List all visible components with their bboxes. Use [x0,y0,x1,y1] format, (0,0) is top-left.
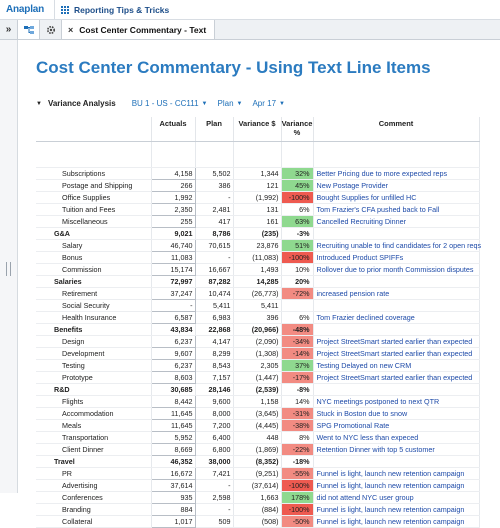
plan-cell: 9,600 [195,395,233,407]
actuals-cell[interactable]: 8,603 [151,371,195,383]
plan-cell: 70,615 [195,239,233,251]
plan-cell: 7,421 [195,467,233,479]
chevron-down-icon: ▼ [236,100,243,107]
plan-cell: 6,400 [195,431,233,443]
column-header-label [36,117,151,141]
column-header-comment[interactable]: Comment [313,117,479,141]
table-row [36,203,479,215]
row-label: Advertising [36,479,151,491]
collapse-triangle-icon[interactable]: ▼ [36,100,42,107]
row-label: Collateral [36,515,151,527]
plan-cell: 6,983 [195,311,233,323]
cost-center-dropdown[interactable] [132,99,208,108]
comment-cell[interactable]: Cancelled Recruiting Dinner [313,215,479,227]
row-label: Health Insurance [36,311,151,323]
row-label: Social Security [36,299,151,311]
actuals-cell[interactable]: 935 [151,491,195,503]
row-label: Travel [36,455,151,467]
variance-dollar-cell: (3,645) [233,407,281,419]
row-label: Conferences [36,491,151,503]
row-label: Flights [36,395,151,407]
actuals-cell[interactable]: 16,672 [151,467,195,479]
comment-cell[interactable]: New Postage Provider [313,179,479,191]
table-row [36,167,479,179]
table-row [36,419,479,431]
variance-dollar-cell: (11,083) [233,251,281,263]
comment-cell[interactable] [313,383,479,395]
plan-cell: 87,282 [195,275,233,287]
row-label: Salaries [36,275,151,287]
comment-cell[interactable]: did not attend NYC user group [313,491,479,503]
column-header-variance-pct[interactable]: Variance % [281,117,313,141]
actuals-cell[interactable]: 8,442 [151,395,195,407]
variance-pct-cell: -100% [281,479,313,491]
variance-pct-cell: -31% [281,407,313,419]
comment-cell[interactable] [313,299,479,311]
variance-pct-cell: -50% [281,515,313,527]
variance-dollar-cell: (2,539) [233,383,281,395]
table-row [36,263,479,275]
table-row [36,359,479,371]
actuals-cell[interactable]: 5,952 [151,431,195,443]
variance-dollar-cell: 1,493 [233,263,281,275]
plan-cell: 7,157 [195,371,233,383]
row-label: PR [36,467,151,479]
variance-dollar-cell: (26,773) [233,287,281,299]
row-label: Salary [36,239,151,251]
table-row [36,335,479,347]
variance-pct-cell: 37% [281,359,313,371]
comment-cell[interactable]: Funnel is light, launch new retention campaign [313,503,479,515]
actuals-cell[interactable]: 6,587 [151,311,195,323]
actuals-cell[interactable]: 30,685 [151,383,195,395]
chevron-down-icon: ▼ [201,100,208,107]
plan-cell: - [195,251,233,263]
variance-dollar-cell: (9,251) [233,467,281,479]
module-name: Variance Analysis [47,99,116,108]
actuals-cell[interactable]: 9,607 [151,347,195,359]
row-label: Subscriptions [36,167,151,179]
plan-cell: - [195,191,233,203]
comment-cell[interactable]: Rollover due to prior month Commission disputes [313,263,479,275]
variance-pct-cell: -38% [281,419,313,431]
row-label: Testing [36,359,151,371]
row-label: R&D [36,383,151,395]
table-row [36,491,479,503]
variance-dollar-cell: (1,447) [233,371,281,383]
variance-dollar-cell: 121 [233,179,281,191]
row-label: Retirement [36,287,151,299]
comment-cell[interactable]: Retention Dinner with top 5 customer [313,443,479,455]
variance-pct-cell: -55% [281,467,313,479]
plan-cell: 8,299 [195,347,233,359]
column-header-plan[interactable]: Plan [195,117,233,141]
plan-cell: 8,543 [195,359,233,371]
table-row [36,443,479,455]
variance-dollar-cell: (1,308) [233,347,281,359]
comment-cell[interactable]: Tom Frazier declined coverage [313,311,479,323]
plan-cell: 5,502 [195,167,233,179]
actuals-cell[interactable]: 4,158 [151,167,195,179]
actuals-cell[interactable]: 9,021 [151,227,195,239]
grid-header-row [36,117,479,141]
left-panel-gutter [0,40,18,493]
table-row [36,395,479,407]
row-label: Bonus [36,251,151,263]
variance-dollar-cell: (1,869) [233,443,281,455]
table-row [36,467,479,479]
variance-dollar-cell: (508) [233,515,281,527]
tab-cost-center-commentary[interactable] [62,20,215,39]
variance-pct-cell: -72% [281,287,313,299]
plan-cell: 7,200 [195,419,233,431]
settings-button[interactable] [40,20,62,39]
comment-cell[interactable] [313,455,479,467]
actuals-cell[interactable]: 72,997 [151,275,195,287]
version-dropdown[interactable] [218,99,243,108]
plan-cell: 417 [195,215,233,227]
variance-pct-cell: 20% [281,275,313,287]
app-title[interactable]: Reporting Tips & Tricks [74,4,170,15]
variance-pct-cell: -100% [281,503,313,515]
plan-cell: 509 [195,515,233,527]
actuals-cell[interactable]: 266 [151,179,195,191]
row-label: Tuition and Fees [36,203,151,215]
variance-pct-cell: -18% [281,455,313,467]
row-label: Accommodation [36,407,151,419]
actuals-cell[interactable]: 6,237 [151,335,195,347]
comment-cell[interactable]: Funnel is light, launch new retention campaign [313,479,479,491]
actuals-cell[interactable]: 1,017 [151,515,195,527]
plan-cell: 386 [195,179,233,191]
plan-cell: 5,411 [195,299,233,311]
column-header-variance-dollar[interactable]: Variance $ [233,117,281,141]
variance-dollar-cell: 131 [233,203,281,215]
comment-cell[interactable]: Introduced Product SPIFFs [313,251,479,263]
dashboard-content [19,40,500,526]
actuals-cell[interactable]: 37,247 [151,287,195,299]
variance-dollar-cell: 161 [233,215,281,227]
top-bar [0,0,500,20]
row-label: Office Supplies [36,191,151,203]
table-row [36,323,479,335]
table-row [36,515,479,527]
variance-pct-cell: 45% [281,179,313,191]
comment-cell[interactable] [313,227,479,239]
plan-cell: 38,000 [195,455,233,467]
variance-dollar-cell: 1,344 [233,167,281,179]
variance-dollar-cell: (2,090) [233,335,281,347]
tab-label: Cost Center Commentary - Text [79,24,207,35]
plan-cell: 28,146 [195,383,233,395]
plan-cell: 16,667 [195,263,233,275]
table-row [36,299,479,311]
variance-dollar-cell: 2,305 [233,359,281,371]
expand-panel-icon[interactable]: » [0,20,18,39]
row-label: G&A [36,227,151,239]
variance-pct-cell: 10% [281,263,313,275]
row-label: Prototype [36,371,151,383]
variance-dollar-cell: (37,614) [233,479,281,491]
blank-row [36,141,479,167]
table-row [36,251,479,263]
comment-cell[interactable]: NYC meetings postponed to next QTR [313,395,479,407]
table-row [36,503,479,515]
actuals-cell[interactable]: 2,350 [151,203,195,215]
actuals-cell[interactable]: 15,174 [151,263,195,275]
comment-cell[interactable]: Stuck in Boston due to snow [313,407,479,419]
row-label: Development [36,347,151,359]
comment-cell[interactable]: Bought Supplies for unfilled HC [313,191,479,203]
table-row [36,191,479,203]
variance-dollar-cell: (1,992) [233,191,281,203]
actuals-cell[interactable]: 11,645 [151,407,195,419]
variance-dollar-cell: (884) [233,503,281,515]
actuals-cell[interactable]: 43,834 [151,323,195,335]
plan-cell: 6,800 [195,443,233,455]
row-label: Postage and Shipping [36,179,151,191]
app-grid-icon[interactable] [61,6,69,14]
column-header-actuals[interactable]: Actuals [151,117,195,141]
table-row [36,215,479,227]
comment-cell[interactable]: Recruiting unable to find candidates for 2 open reqs [313,239,479,251]
variance-pct-cell: 178% [281,491,313,503]
variance-dollar-cell: 1,663 [233,491,281,503]
tab-bar [0,20,500,40]
dashboard-view-button[interactable] [18,20,40,39]
table-row [36,275,479,287]
table-row [36,407,479,419]
row-label: Client Dinner [36,443,151,455]
actuals-cell[interactable]: - [151,299,195,311]
comment-cell[interactable]: Tom Frazier's CFA pushed back to Fall [313,203,479,215]
variance-pct-cell: 6% [281,311,313,323]
variance-dollar-cell: 396 [233,311,281,323]
plan-cell: 2,598 [195,491,233,503]
close-icon[interactable]: × [68,24,74,35]
module-toolbar [36,99,295,108]
comment-cell[interactable]: Went to NYC less than expeced [313,431,479,443]
actuals-cell[interactable]: 255 [151,215,195,227]
actuals-cell[interactable]: 11,083 [151,251,195,263]
comment-cell[interactable]: Funnel is light, launch new retention campaign [313,515,479,527]
variance-pct-cell: 63% [281,215,313,227]
table-row [36,311,479,323]
row-label: Commission [36,263,151,275]
variance-dollar-cell: 5,411 [233,299,281,311]
variance-pct-cell: -17% [281,371,313,383]
plan-cell: 10,474 [195,287,233,299]
variance-pct-cell: 14% [281,395,313,407]
period-dropdown[interactable] [252,99,285,108]
variance-pct-cell: 51% [281,239,313,251]
actuals-cell[interactable]: 46,740 [151,239,195,251]
comment-cell[interactable]: SPG Promotional Rate [313,419,479,431]
variance-pct-cell: -22% [281,443,313,455]
comment-cell[interactable]: increased pension rate [313,287,479,299]
variance-dollar-cell: 23,876 [233,239,281,251]
table-row [36,227,479,239]
comment-cell[interactable] [313,323,479,335]
chevron-down-icon: ▼ [279,100,285,107]
variance-dollar-cell: (20,966) [233,323,281,335]
row-label: Meals [36,419,151,431]
table-row [36,479,479,491]
page-title: Cost Center Commentary - Using Text Line Items [36,58,431,77]
variance-pct-cell: -34% [281,335,313,347]
resize-handle[interactable] [6,262,11,276]
actuals-cell[interactable]: 11,645 [151,419,195,431]
table-row [36,455,479,467]
variance-pct-cell: -3% [281,227,313,239]
comment-cell[interactable]: Project StreetSmart started earlier than expected [313,347,479,359]
period-value: Apr 17 [252,99,277,108]
variance-pct-cell [281,299,313,311]
table-row [36,287,479,299]
plan-cell: 8,000 [195,407,233,419]
anaplan-logo[interactable]: Anaplan [6,4,45,15]
actuals-cell[interactable]: 6,237 [151,359,195,371]
variance-pct-cell: -48% [281,323,313,335]
variance-pct-cell: -8% [281,383,313,395]
plan-cell: 8,786 [195,227,233,239]
variance-dollar-cell: (8,352) [233,455,281,467]
table-row [36,347,479,359]
plan-cell: 4,147 [195,335,233,347]
comment-cell[interactable] [313,275,479,287]
comment-cell[interactable]: Project StreetSmart started earlier than expected [313,371,479,383]
plan-cell: - [195,479,233,491]
actuals-cell[interactable]: 46,352 [151,455,195,467]
variance-dollar-cell: (4,445) [233,419,281,431]
variance-pct-cell: -14% [281,347,313,359]
comment-cell[interactable]: Testing Delayed on new CRM [313,359,479,371]
variance-pct-cell: -100% [281,251,313,263]
row-label: Transportation [36,431,151,443]
variance-pct-cell: 6% [281,203,313,215]
comment-cell[interactable]: Funnel is light, launch new retention campaign [313,467,479,479]
cost-center-value: BU 1 - US - CC111 [131,99,199,108]
table-row [36,179,479,191]
table-row [36,431,479,443]
gear-icon [46,25,56,35]
row-label: Design [36,335,151,347]
table-row [36,239,479,251]
variance-grid [36,117,480,528]
actuals-cell[interactable]: 884 [151,503,195,515]
variance-dollar-cell: 448 [233,431,281,443]
variance-pct-cell: 8% [281,431,313,443]
comment-cell[interactable]: Project StreetSmart started earlier than expected [313,335,479,347]
actuals-cell[interactable]: 8,669 [151,443,195,455]
variance-pct-cell: 32% [281,167,313,179]
row-label: Benefits [36,323,151,335]
table-row [36,371,479,383]
hierarchy-icon [23,25,35,35]
plan-cell: 2,481 [195,203,233,215]
table-row [36,383,479,395]
plan-cell: 22,868 [195,323,233,335]
version-value: Plan [217,99,234,108]
variance-dollar-cell: (235) [233,227,281,239]
variance-pct-cell: -100% [281,191,313,203]
plan-cell: - [195,503,233,515]
actuals-cell[interactable]: 1,992 [151,191,195,203]
comment-cell[interactable]: Better Pricing due to more expected reps [313,167,479,179]
row-label: Miscellaneous [36,215,151,227]
variance-dollar-cell: 1,158 [233,395,281,407]
divider [54,0,55,20]
actuals-cell[interactable]: 37,614 [151,479,195,491]
row-label: Branding [36,503,151,515]
variance-dollar-cell: 14,285 [233,275,281,287]
